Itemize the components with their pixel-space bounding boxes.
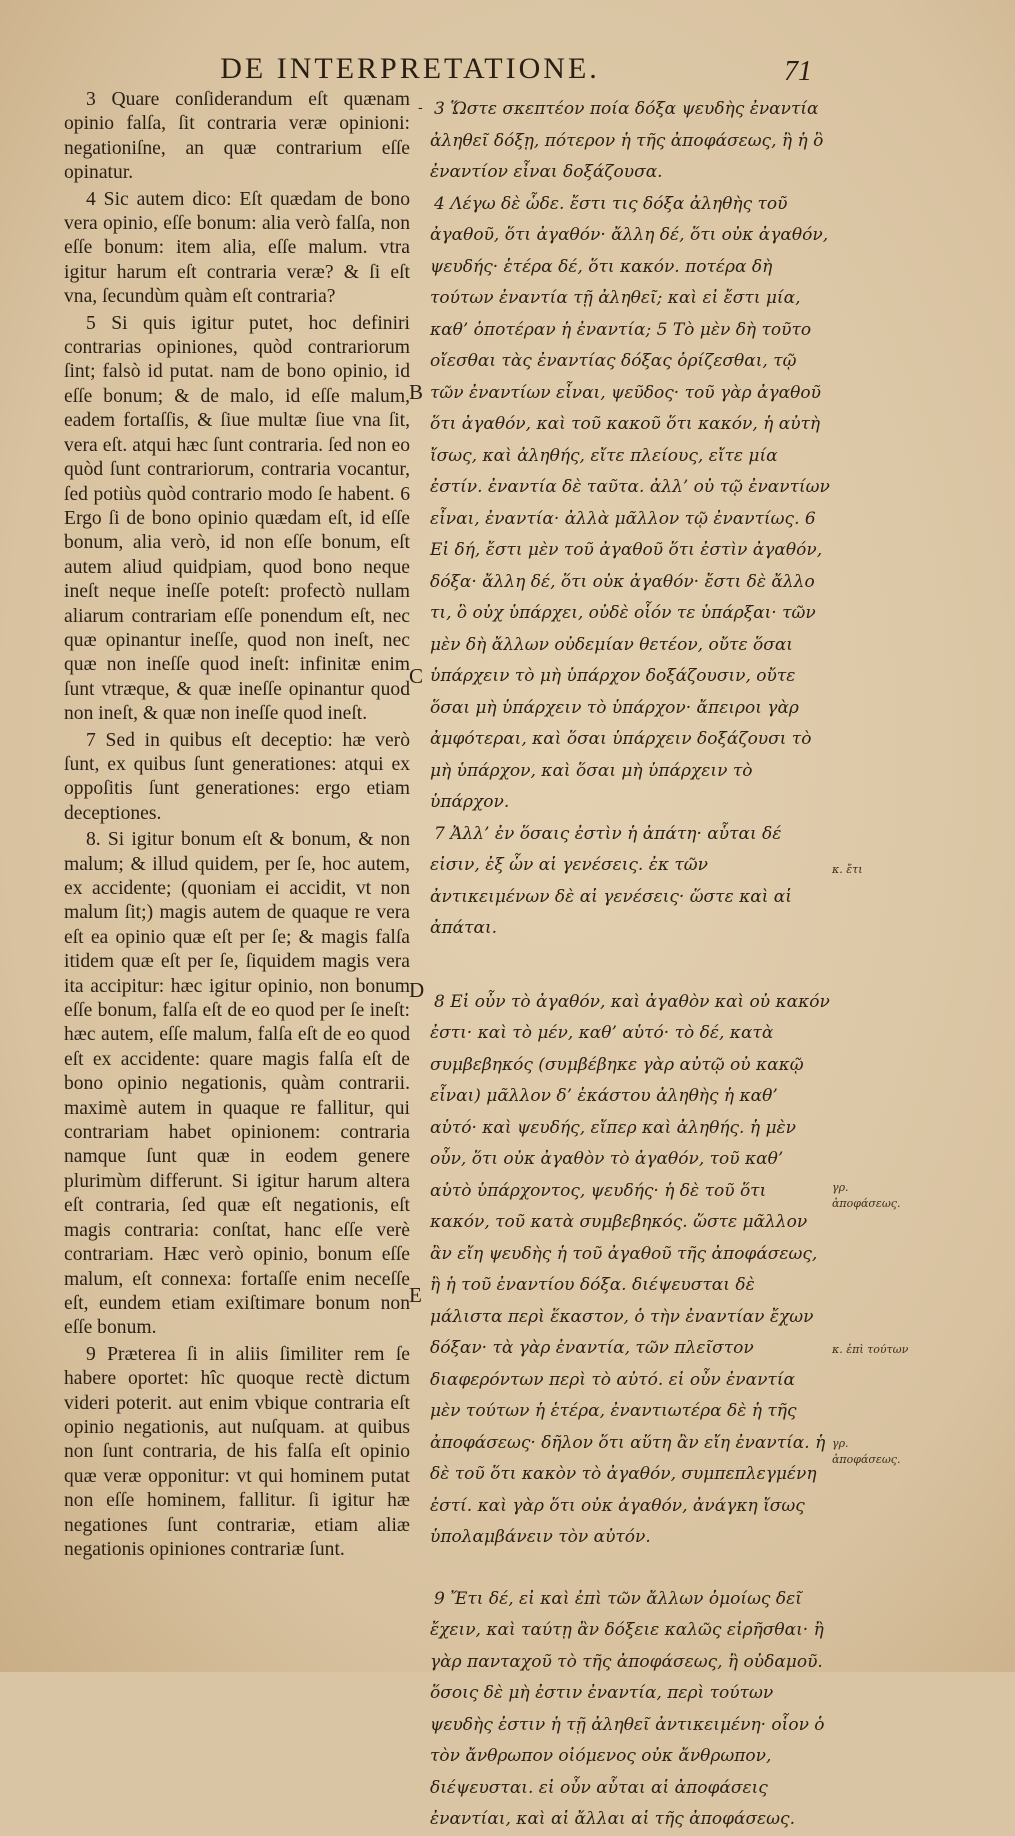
latin-paragraph-4: 4 Sic autem dico: Eſt quædam de bono vera opinio, eſſe bonum: alia verò falſa, non eſſe bonum: item alia, eſſe malum. vtra igitur harum eſt contraria veræ? & ſi eſt vna, ſecundùm quàm eſt contraria? <box>64 188 410 308</box>
latin-column <box>64 88 410 1564</box>
greek-column <box>430 94 830 1836</box>
margin-note-1: κ. ἔτι <box>832 863 863 876</box>
greek-paragraph-4-6: 4 Λέγω δὲ ὧδε. ἔστι τις δόξα ἀληθὴς τοῦ ἀγαθοῦ, ὅτι ἀγαθόν· ἄλλη δέ, ὅτι οὐκ ἀγαθόν, ψευδής· ἑτέρα δέ, ὅτι κακόν. ποτέρα δὴ τούτων ἐναντία τῇ ἀληθεῖ; καὶ εἰ ἔστι μία, καθ’ ὁποτέραν ἡ ἐναντία; 5 Τὸ μὲν δὴ τοῦτο οἴεσθαι τὰς ἐναντίας δόξας ὁρίζεσθαι, τῷ τῶν ἐναντίων εἶναι, ψεῦδος· τοῦ γὰρ ἀγαθοῦ ὅτι ἀγαθόν, καὶ τοῦ κακοῦ ὅτι κακόν, ἡ αὐτὴ ἴσως, καὶ ἀληθής, εἴτε πλείους, εἴτε μία ἐστίν. ἐναντία δὲ ταῦτα. ἀλλ’ οὐ τῷ ἐναντίων εἶναι, ἐναντία· ἀλλὰ μᾶλλον τῷ ἐναντίως. 6 Εἰ δή, ἔστι μὲν τοῦ ἀγαθοῦ ὅτι ἐστὶν ἀγαθόν, δόξα· ἄλλη δέ, ὅτι οὐκ ἀγαθόν· ἔστι δὲ ἄλλο τι, ὃ οὐχ ὑπάρχει, οὐδὲ οἷόν τε ὑπάρξαι· τῶν μὲν δὴ ἄλλων οὐδεμίαν θετέον, οὔτε ὅσαι ὑπάρχειν τὸ μὴ ὑπάρχον δοξάζουσιν, οὔτε ὅσαι μὴ ὑπάρχειν τὸ ὑπάρχον· ἄπειροι γὰρ ἀμφότεραι, καὶ ὅσαι ὑπάρχειν δοξάζουσι τὸ μὴ ὑπάρχον, καὶ ὅσαι μὴ ὑπάρχειν τὸ ὑπάρχον. <box>430 193 830 812</box>
column-rule-mark: - <box>418 100 423 116</box>
margin-note-4: γρ. ἀποφάσεως. <box>832 1437 901 1466</box>
latin-paragraph-5: 5 Si quis igitur putet, hoc definiri contrarias opiniones, quòd contrariorum ſint; falsò id putat. nam de bono opinio, id eſſe bonum; & de malo, id eſſe malum, eadem fortaſſis, & ſiue multæ ſiue vna ſit, vera eſt. atqui hæc ſunt contraria. ſed non eo quòd ſunt contrariorum, contraria vocantur, ſed potiùs quòd contrario modo ſe habent. 6 Ergo ſi de bono opinio quædam eſt, id eſſe bonum, alia verò, id non eſſe bonum, eſt autem aliud quidpiam, quod bono neque ineſt neque ineſſe poteſt: profectò nullam aliarum contrariam eſſe ponendum eſt, nec quæ opinantur ineſſe, quod non ineſt, nec quæ non ineſſe quod ineſt: infinitæ enim ſunt vtræque, & quæ ineſſe opinantur quod non ineſt, & quæ non ineſſe quod ineſt. <box>64 312 410 725</box>
margin-letter-e: E <box>409 1283 422 1307</box>
latin-paragraph-7: 7 Sed in quibus eſt deceptio: hæ verò ſunt, ex quibus ſunt generationes: atqui ex oppoſitis ſunt generationes: ergo etiam deceptiones. <box>64 729 410 824</box>
greek-paragraph-7: 7 Ἀλλ’ ἐν ὅσαις ἐστὶν ἡ ἀπάτη· αὗται δέ εἰσιν, ἐξ ὧν αἱ γενέσεις. ἐκ τῶν ἀντικειμένων δὲ αἱ γενέσεις· ὥστε καὶ αἱ ἀπάται. <box>430 823 792 938</box>
margin-note-2: γρ. ἀποφάσεως. <box>832 1181 901 1210</box>
running-head: DE INTERPRETATIONE. <box>220 52 600 85</box>
margin-letter-b: B <box>409 380 424 404</box>
page-number: 71 <box>784 56 812 87</box>
margin-letter-c: C <box>409 664 424 688</box>
latin-paragraph-3: 3 Quare conſiderandum eſt quænam opinio falſa, ſit contraria veræ opinioni: negationiſne, an quæ contrarium eſſe opinatur. <box>64 89 410 184</box>
margin-letter-d: D <box>409 978 425 1002</box>
greek-paragraph-9: 9 Ἔτι δέ, εἰ καὶ ἐπὶ τῶν ἄλλων ὁμοίως δεῖ ἔχειν, καὶ ταύτῃ ἂν δόξειε καλῶς εἰρῆσθαι· ἢ γὰρ πανταχοῦ τὸ τῆς ἀποφάσεως, ἢ οὐδαμοῦ. ὅσοις δὲ μὴ ἐστιν ἐναντία, περὶ τούτων ψευδὴς ἐστιν ἡ τῇ ἀληθεῖ ἀντικειμένη· οἷον ὁ τὸν ἄνθρωπον οἰόμενος οὐκ ἄνθρωπον, διέψευσται. εἰ οὖν αὗται αἱ ἀποφάσεις ἐναντίαι, καὶ αἱ ἄλλαι αἱ τῆς ἀποφάσεως. <box>430 1588 825 1829</box>
margin-note-3: κ. ἐπὶ τούτων <box>832 1343 909 1356</box>
greek-paragraph-8: 8 Εἰ οὖν τὸ ἀγαθόν, καὶ ἀγαθὸν καὶ οὐ κακόν ἐστι· καὶ τὸ μέν, καθ’ αὑτό· τὸ δέ, κατὰ συμβεβηκός (συμβέβηκε γὰρ αὐτῷ οὐ κακῷ εἶναι) μᾶλλον δ’ ἑκάστου ἀληθὴς ἡ καθ’ αὑτό· καὶ ψευδής, εἴπερ καὶ ἀληθής. ἡ μὲν οὖν, ὅτι οὐκ ἀγαθὸν τὸ ἀγαθόν, τοῦ καθ’ αὑτὸ ὑπάρχοντος, ψευδής· ἡ δὲ τοῦ ὅτι κακόν, τοῦ κατὰ συμβεβηκός. ὥστε μᾶλλον ἂν εἴη ψευδὴς ἡ τοῦ ἀγαθοῦ τῆς ἀποφάσεως, ἢ ἡ τοῦ ἐναντίου δόξα. διέψευσται δὲ μάλιστα περὶ ἕκαστον, ὁ τὴν ἐναντίαν ἔχων δόξαν· τὰ γὰρ ἐναντία, τῶν πλεῖστον διαφερόντων περὶ τὸ αὐτό. εἰ οὖν ἐναντία μὲν τούτων ἡ ἑτέρα, ἐναντιωτέρα δὲ ἡ τῆς ἀποφάσεως· δῆλον ὅτι αὕτη ἂν εἴη ἐναντία. ἡ δὲ τοῦ ὅτι κακὸν τὸ ἀγαθόν, συμπεπλεγμένη ἐστί. καὶ γὰρ ὅτι οὐκ ἀγαθόν, ἀνάγκη ἴσως ὑπολαμβάνειν τὸν αὐτόν. <box>430 991 830 1547</box>
latin-paragraph-8: 8. Si igitur bonum eſt & bonum, & non malum; & illud quidem, per ſe, hoc autem, ex accidente; (quoniam ei accidit, vt non malum ſit;) magis autem de quaque re vera eſt ea opinio quæ eſt per ſe; & magis falſa itidem quæ eſt per ſe, ſiquidem magis vera ita accipitur: hæc igitur opinio, non bonum eſſe bonum, falſa eſt de eo quod per ſe ineſt: hæc autem, eſſe malum, falſa eſt de eo quod eſt ex accidente: quare magis falſa eſt de bono opinio negationis, quàm contrarii. maximè autem in quaque re fallitur, qui contrariam habet opinionem: contraria namque ſunt quæ in eodem genere plurimùm differunt. Si igitur harum altera eſt contraria, ſed quæ eſt negationis, eſt magis contraria: conſtat, hanc eſſe verè contrariam. Hæc verò opinio, bonum eſſe malum, eſt connexa: fortaſſe enim neceſſe eſt, eundem etiam exiſtimare bonum non eſſe bonum. <box>64 829 410 1339</box>
greek-paragraph-3: 3 Ὥστε σκεπτέον ποία δόξα ψευδὴς ἐναντία ἀληθεῖ δόξῃ, πότερον ἡ τῆς ἀποφάσεως, ἢ ἡ ὃ ἐναντίον εἶναι δοξάζουσα. <box>430 99 824 182</box>
latin-paragraph-9: 9 Præterea ſi in aliis ſimiliter rem ſe habere oportet: hîc quoque rectè dictum videri poterit. aut enim vbique contraria eſt opinio negationis, aut nuſquam. at quibus non ſunt contraria, de his falſa eſt opinio quæ veræ opponitur: vt qui hominem putat non eſſe hominem, fallitur. ſi igitur hæ negationes ſunt contrariæ, etiam aliæ negationis opiniones contrariæ ſunt. <box>64 1343 410 1560</box>
